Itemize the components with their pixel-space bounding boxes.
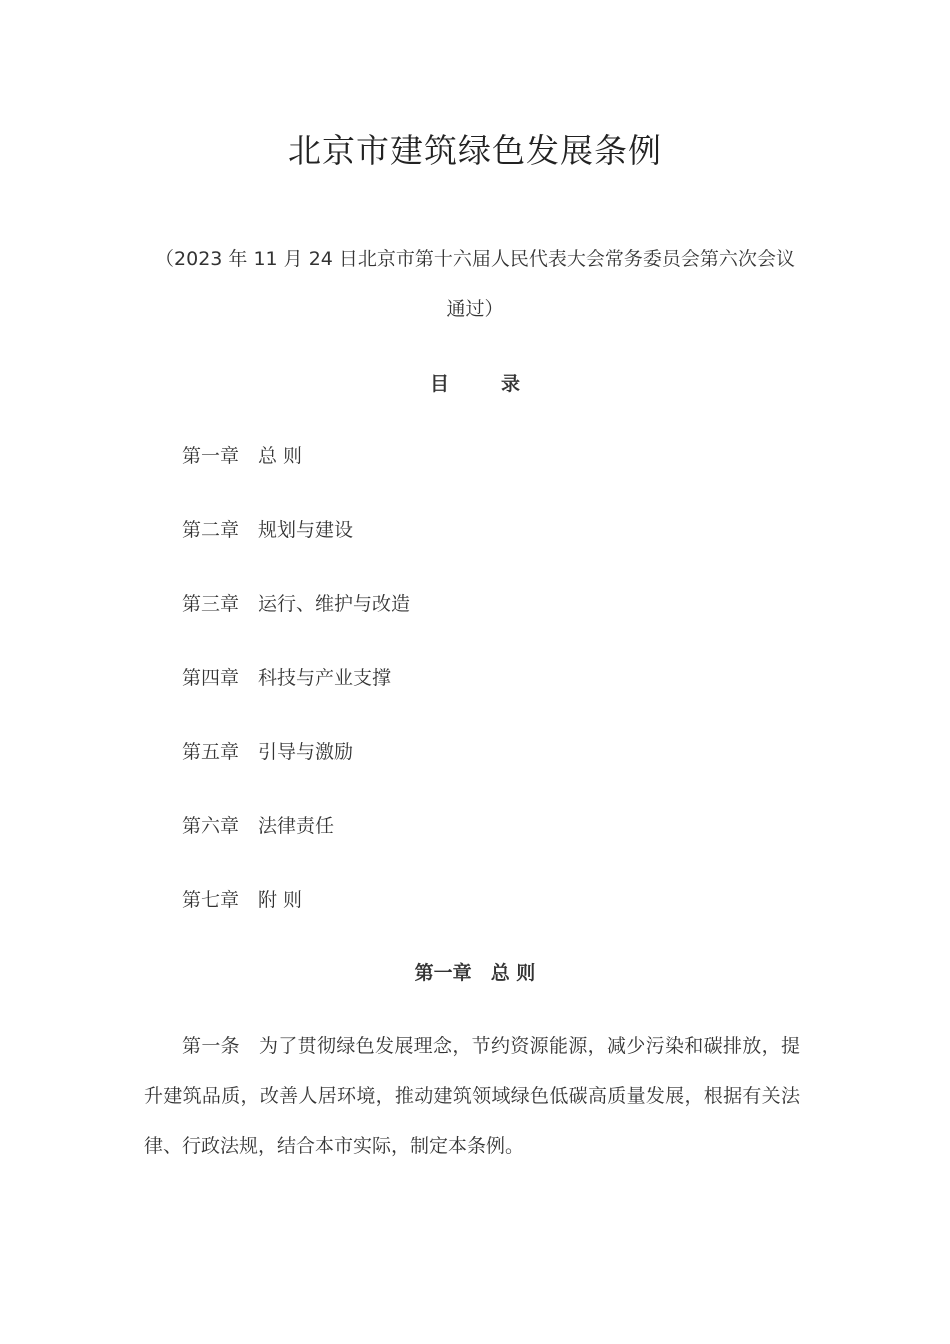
- toc-chapter-title: 规划与建设: [258, 519, 354, 541]
- chapter-heading: [0, 955, 950, 991]
- toc-chapter-title: 法律责任: [258, 815, 335, 837]
- toc-item[interactable]: [182, 660, 410, 734]
- toc-heading-right: 录: [501, 373, 521, 395]
- toc-chapter-title: 引导与激励: [258, 741, 354, 763]
- toc-heading-left: 目: [429, 373, 449, 395]
- chapter-title: 总 则: [490, 962, 536, 984]
- toc-chapter-number: 第二章: [182, 519, 240, 541]
- toc-chapter-title: 总 则: [258, 445, 303, 467]
- chapter-number: 第一章: [414, 962, 472, 984]
- toc-chapter-title: 附 则: [258, 889, 303, 911]
- toc-chapter-number: 第六章: [182, 815, 240, 837]
- toc-item[interactable]: [182, 512, 410, 586]
- article-paragraph: [144, 1021, 800, 1171]
- toc-chapter-number: 第三章: [182, 593, 240, 615]
- toc-item[interactable]: [182, 882, 410, 956]
- toc-chapter-number: 第四章: [182, 667, 240, 689]
- toc-item[interactable]: [182, 808, 410, 882]
- article-number: 第一条: [182, 1035, 240, 1057]
- page-title: 北京市建筑绿色发展条例: [288, 131, 662, 170]
- toc-list: [182, 438, 410, 956]
- toc-chapter-number: 第一章: [182, 445, 240, 467]
- toc-heading: [0, 366, 950, 402]
- toc-chapter-number: 第七章: [182, 889, 240, 911]
- toc-chapter-title: 运行、维护与改造: [258, 593, 411, 615]
- adoption-note: （2023 年 11 月 24 日北京市第十六届人民代表大会常务委员会第六次会议通过）: [155, 248, 795, 320]
- toc-chapter-title: 科技与产业支撑: [258, 667, 392, 689]
- toc-item[interactable]: [182, 438, 410, 512]
- toc-item[interactable]: [182, 734, 410, 808]
- toc-chapter-number: 第五章: [182, 741, 240, 763]
- article-text: 为了贯彻绿色发展理念，节约资源能源，减少污染和碳排放，提升建筑品质，改善人居环境，推动建筑领域绿色低碳高质量发展，根据有关法律、行政法规，结合本市实际，制定本条例。: [144, 1035, 800, 1157]
- toc-item[interactable]: [182, 586, 410, 660]
